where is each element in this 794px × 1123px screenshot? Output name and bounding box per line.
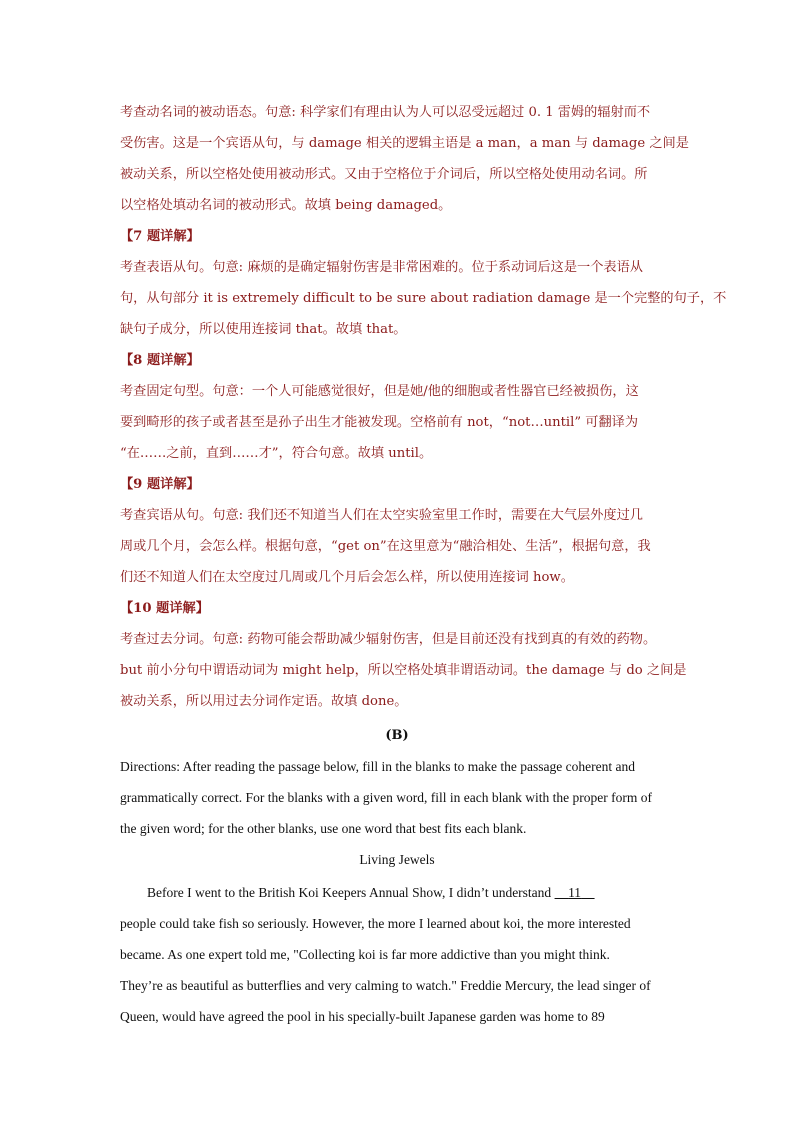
blank-11 [555,884,595,902]
explanation-6-line-1: 考查动名词的被动语态。句意: 科学家们有理由认为人可以忍受远超过 0. 1 雷姆的辐射而不 [120,105,651,120]
directions-line-1: Directions: After reading the passage below, fill in the blanks to make the passage coherent and [120,759,635,774]
explanation-10-line-1: 考查过去分词。句意: 药物可能会帮助减少辐射伤害，但是目前还没有找到真的有效的药物。 [120,632,657,647]
explanation-7-line-2: 句，从句部分 it is extremely difficult to be sure about radiation damage 是一个完整的句子，不 [120,291,727,306]
question-8-heading: 【8 题详解】 [120,353,200,368]
question-10-heading: 【10 题详解】 [120,601,209,616]
explanation-8-line-2: 要到畸形的孩子或者甚至是孙子出生才能被发现。空格前有 not，“not…until” 可翻译为 [120,415,639,430]
explanation-7-line-3: 缺句子成分，所以使用连接词 that。故填 that。 [120,322,407,337]
explanation-6-line-2: 受伤害。这是一个宾语从句，与 damage 相关的逻辑主语是 a man，a man 与 damage 之间是 [120,136,689,151]
explanation-10-line-2: but 前小分句中谓语动词为 might help，所以空格处填非谓语动词。the damage 与 do 之间是 [120,663,687,678]
passage-line-1 [147,884,595,902]
directions-line-3: the given word; for the other blanks, use one word that best fits each blank. [120,821,527,836]
directions-line-2: grammatically correct. For the blanks with a given word, fill in each blank with the proper form of [120,790,652,805]
blank-11-number: 11 [568,885,582,900]
section-label: (B) [385,728,409,743]
explanation-8-line-1: 考查固定句型。句意：一个人可能感觉很好，但是她/他的细胞或者性器官已经被损伤，这 [120,384,639,399]
explanation-6-line-4: 以空格处填动名词的被动形式。故填 being damaged。 [120,198,452,213]
question-7-heading: 【7 题详解】 [120,229,200,244]
explanation-6-line-3: 被动关系，所以空格处使用被动形式。又由于空格位于介词后，所以空格处使用动名词。所 [120,167,648,182]
explanation-8-line-3: “在……之前，直到……才”，符合句意。故填 until。 [120,446,433,461]
passage-line-4: They’re as beautiful as butterflies and very calming to watch." Freddie Mercury, the lead singer of [120,978,651,993]
passage-line-2: people could take fish so seriously. However, the more I learned about koi, the more interested [120,916,631,931]
explanation-10-line-3: 被动关系，所以用过去分词作定语。故填 done。 [120,694,408,709]
question-9-heading: 【9 题详解】 [120,477,200,492]
explanation-7-line-1: 考查表语从句。句意: 麻烦的是确定辐射伤害是非常困难的。位于系动词后这是一个表语从 [120,260,643,275]
passage-title: Living Jewels [359,852,435,867]
explanation-9-line-2: 周或几个月，会怎么样。根据句意，“get on”在这里意为“融洽相处、生活”，根据句意，我 [120,539,651,554]
passage-line-1-text: Before I went to the British Koi Keepers Annual Show, I didn’t understand [147,885,555,900]
explanation-9-line-1: 考查宾语从句。句意: 我们还不知道当人们在太空实验室里工作时，需要在大气层外度过几 [120,508,643,523]
passage-line-5: Queen, would have agreed the pool in his specially-built Japanese garden was home to 89 [120,1009,605,1024]
explanation-9-line-3: 们还不知道人们在太空度过几周或几个月后会怎么样，所以使用连接词 how。 [120,570,574,585]
passage-line-3: became. As one expert told me, "Collecting koi is far more addictive than you might think. [120,947,610,962]
